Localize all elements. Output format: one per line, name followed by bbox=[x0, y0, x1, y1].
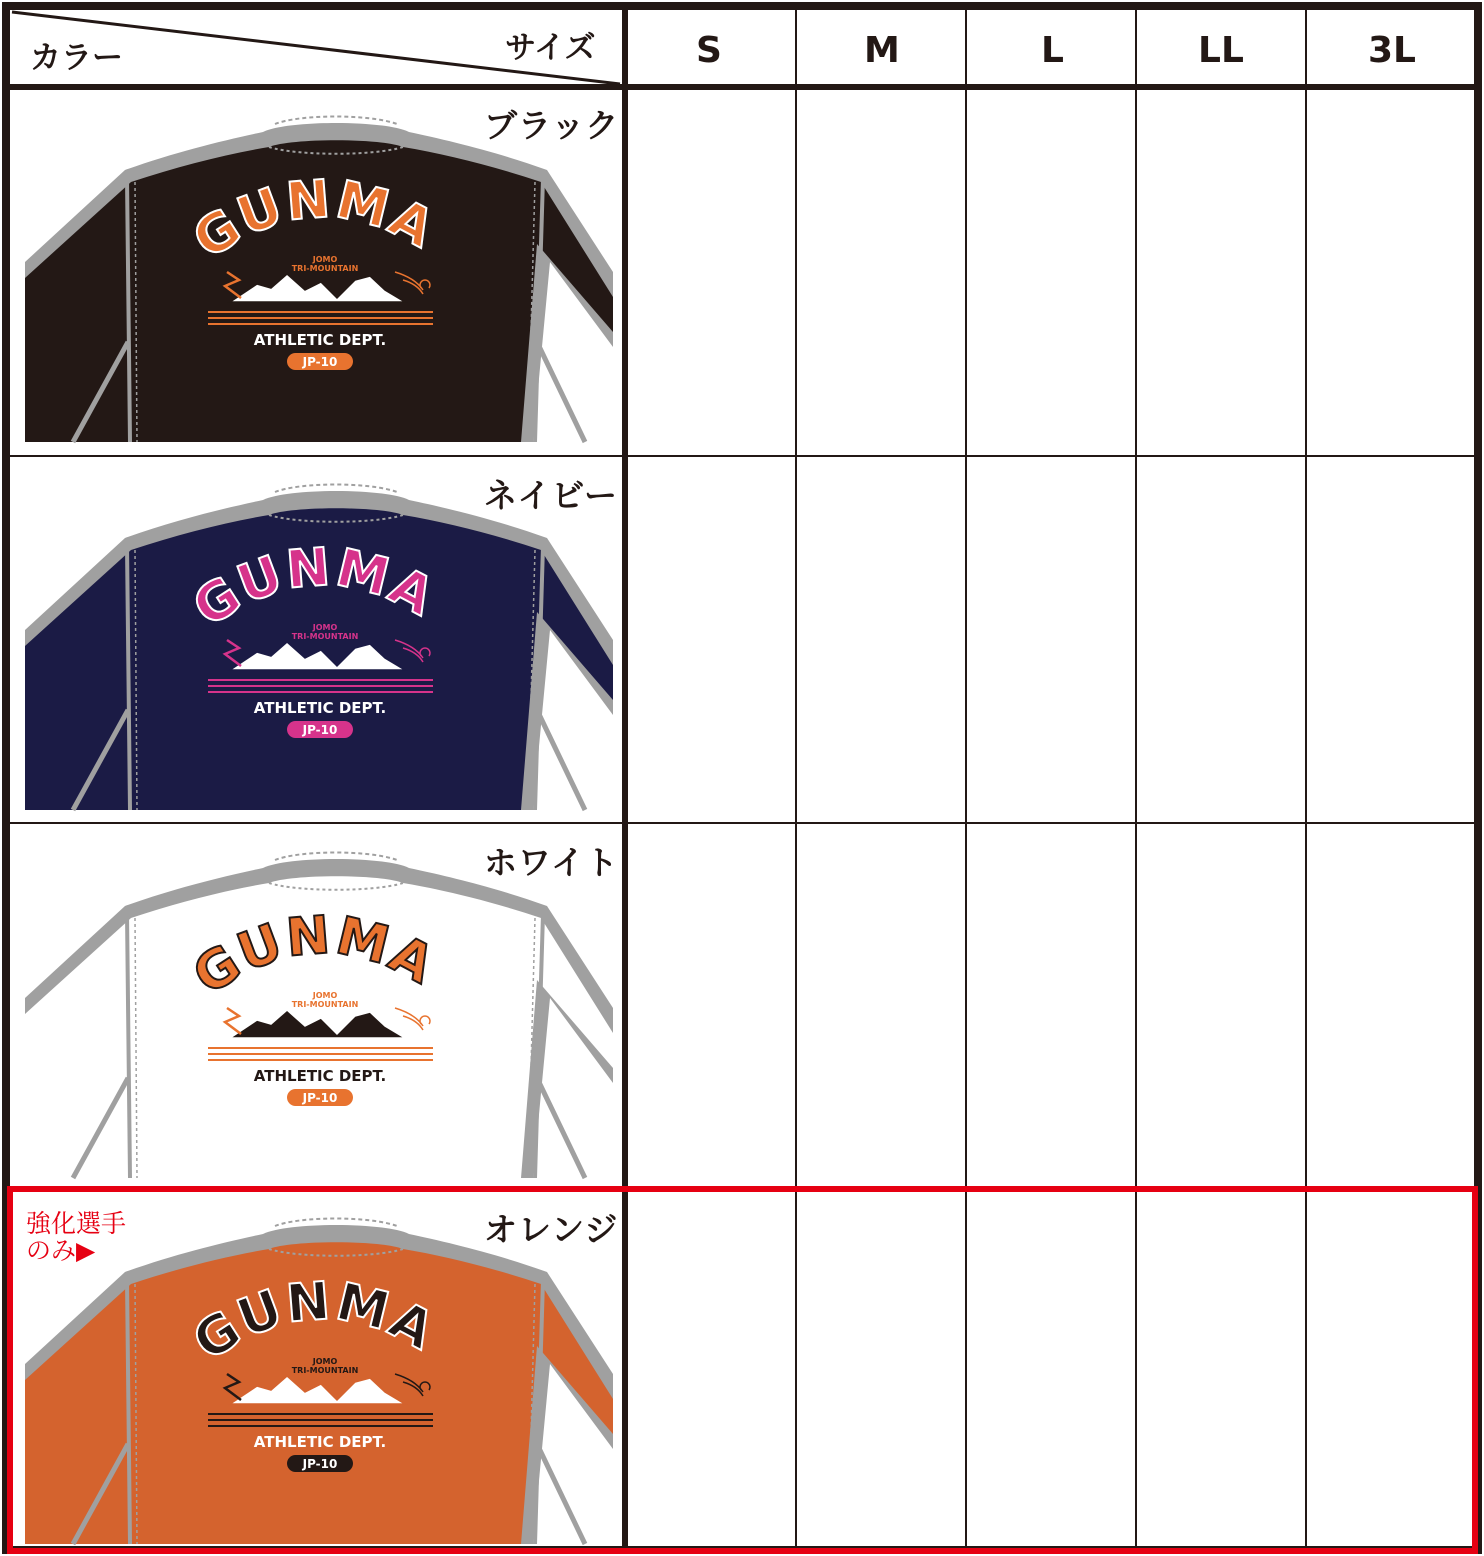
color-name-black: ブラック bbox=[484, 106, 620, 145]
print-title: GUNMA bbox=[183, 169, 446, 271]
print-code: JP-10 bbox=[302, 355, 338, 369]
size-3l-header: 3L bbox=[1368, 30, 1416, 71]
print-subtitle-2: TRI-MOUNTAIN bbox=[291, 1366, 359, 1375]
shirt-image-navy bbox=[25, 485, 613, 811]
shirt-image-orange bbox=[25, 1219, 613, 1545]
note-line-1: 強化選手 bbox=[26, 1209, 127, 1238]
print-subtitle-1: JOMO bbox=[312, 255, 338, 264]
shirt-image-white bbox=[25, 853, 613, 1179]
print-subtitle-2: TRI-MOUNTAIN bbox=[291, 1000, 359, 1009]
print-code: JP-10 bbox=[302, 1091, 338, 1105]
print-dept: ATHLETIC DEPT. bbox=[253, 1433, 387, 1451]
print-dept: ATHLETIC DEPT. bbox=[253, 699, 387, 717]
size-m-header: M bbox=[864, 30, 900, 71]
print-subtitle-1: JOMO bbox=[312, 1357, 338, 1366]
print-dept: ATHLETIC DEPT. bbox=[253, 1067, 387, 1085]
print-dept: ATHLETIC DEPT. bbox=[253, 331, 387, 349]
size-s-header: S bbox=[696, 30, 722, 71]
color-header-label: カラー bbox=[30, 40, 123, 76]
print-subtitle-2: TRI-MOUNTAIN bbox=[291, 264, 359, 273]
print-title: GUNMA bbox=[183, 1271, 446, 1373]
elite-only-note bbox=[26, 1210, 126, 1264]
size-l-header: L bbox=[1041, 30, 1064, 71]
print-subtitle-2: TRI-MOUNTAIN bbox=[291, 632, 359, 641]
color-name-orange: オレンジ bbox=[484, 1210, 619, 1249]
size-ll-header: LL bbox=[1198, 30, 1244, 71]
print-subtitle-1: JOMO bbox=[312, 623, 338, 632]
print-subtitle-1: JOMO bbox=[312, 991, 338, 1000]
size-header-label: サイズ bbox=[505, 30, 596, 66]
color-name-white: ホワイト bbox=[484, 843, 620, 882]
print-title: GUNMA bbox=[183, 905, 446, 1007]
print-title: GUNMA bbox=[183, 537, 446, 639]
note-line-2: のみ▶ bbox=[26, 1236, 96, 1265]
shirt-image-black bbox=[25, 117, 613, 443]
print-code: JP-10 bbox=[302, 723, 338, 737]
print-code: JP-10 bbox=[302, 1457, 338, 1471]
color-name-navy: ネイビー bbox=[484, 476, 619, 515]
